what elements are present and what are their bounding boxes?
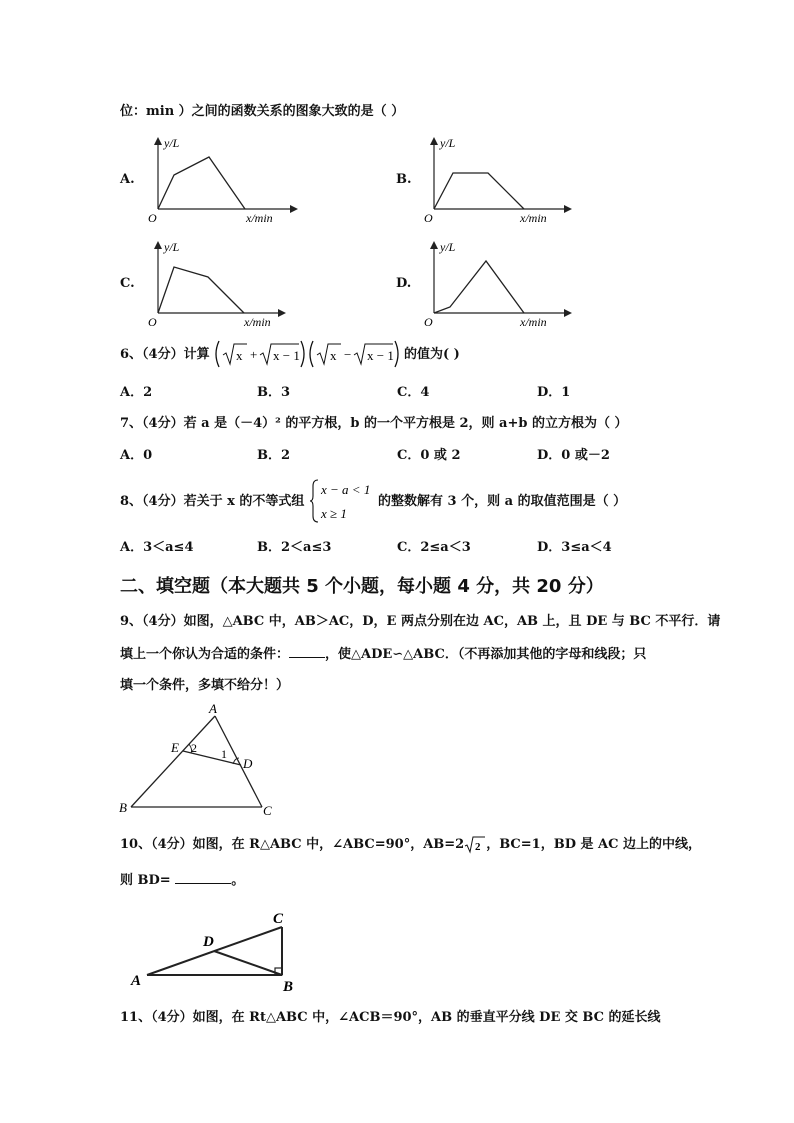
q6-option-d: D．1 xyxy=(537,385,571,400)
section-2-title: 二、填空题（本大题共 5 个小题，每小题 4 分，共 20 分） xyxy=(120,576,604,597)
q8-option-c: C．2≤a＜3 xyxy=(397,540,471,555)
q8-inequality-1: x − a < 1 xyxy=(321,482,371,497)
q6-minus-sign: − xyxy=(344,347,352,362)
q6-x-1: x xyxy=(236,348,243,363)
q10-sqrt-value: 2 xyxy=(475,841,481,853)
q8-suffix: 的整数解有 3 个，则 a 的取值范围是（ ） xyxy=(378,494,627,509)
q5-option-b-label: B. xyxy=(396,172,412,187)
q5-b-origin-label: O xyxy=(424,211,433,225)
q8-inequality-2: x ≥ 1 xyxy=(321,506,347,521)
q6-x-2: x xyxy=(330,348,337,363)
q10-line-1a: 10、（4分）如图，在 R△ABC 中，∠ABC=90°，AB=2 xyxy=(120,837,465,852)
q5-d-x-axis-label: x/min xyxy=(520,315,547,329)
q5-b-x-axis-label: x/min xyxy=(520,211,547,225)
q6-x-minus-1-b: x − 1 xyxy=(367,348,394,363)
q6-expression xyxy=(213,338,403,370)
q10-line-2a: 则 BD= xyxy=(120,873,171,888)
q9-vertex-a: A xyxy=(209,701,217,716)
q5-b-y-axis-label: y/L xyxy=(440,136,456,150)
q5-option-d-label: D. xyxy=(396,276,412,291)
q9-line-1: 9、（4分）如图，△ABC 中，AB＞AC，D，E 两点分别在边 AC，AB 上，且 DE 与 BC 不平行．请 xyxy=(120,614,721,629)
q5-c-y-axis-label: y/L xyxy=(164,240,180,254)
q5-option-a-label: A. xyxy=(120,172,135,187)
q10-answer-blank[interactable] xyxy=(175,883,231,884)
q5-stem-tail: 位：min ）之间的函数关系的图象大致的是（ ） xyxy=(120,104,405,119)
q5-a-origin-label: O xyxy=(148,211,157,225)
q11-stem: 11、（4分）如图，在 Rt△ABC 中，∠ACB＝90°，AB 的垂直平分线 DE 交 BC 的延长线 xyxy=(120,1010,661,1025)
q6-option-c: C．4 xyxy=(397,385,430,400)
q9-line-3: 填一个条件，多填不给分！） xyxy=(120,678,290,693)
q8-option-a: A．3＜a≤4 xyxy=(120,540,194,555)
q9-vertex-b: B xyxy=(119,800,127,815)
q6-option-b: B．3 xyxy=(257,385,291,400)
q9-answer-blank[interactable] xyxy=(289,657,325,658)
q10-point-d: D xyxy=(203,934,214,950)
q5-d-origin-label: O xyxy=(424,315,433,329)
q5-c-x-axis-label: x/min xyxy=(244,315,271,329)
q10-triangle-figure xyxy=(125,905,305,997)
q8-inequality-system xyxy=(310,478,378,524)
q9-vertex-c: C xyxy=(263,803,272,818)
q9-angle-1-label: 1 xyxy=(221,747,227,761)
q10-vertex-c: C xyxy=(273,911,284,927)
q6-plus-sign: + xyxy=(250,347,258,362)
q5-c-origin-label: O xyxy=(148,315,157,329)
q5-a-x-axis-label: x/min xyxy=(246,211,273,225)
q10-vertex-b: B xyxy=(283,979,294,995)
q10-line-2 xyxy=(120,873,244,889)
q9-point-d: D xyxy=(243,756,253,771)
q5-graph-c xyxy=(140,237,300,329)
q9-angle-2-label: 2 xyxy=(191,741,197,755)
q7-option-c: C．0 或 2 xyxy=(397,448,461,463)
q7-option-a: A．0 xyxy=(120,448,153,463)
q8-option-d: D．3≤a＜4 xyxy=(537,540,612,555)
q5-a-y-axis-label: y/L xyxy=(164,136,180,150)
q10-sqrt xyxy=(464,834,486,854)
q7-stem: 7、（4分）若 a 是（－4）² 的平方根，b 的一个平方根是 2，则 a+b 的立方根为（ ） xyxy=(120,416,628,431)
q9-triangle-figure xyxy=(115,700,285,820)
q5-d-y-axis-label: y/L xyxy=(440,240,456,254)
q5-graph-a xyxy=(140,133,300,225)
q6-option-a: A．2 xyxy=(120,385,153,400)
q6-x-minus-1-a: x − 1 xyxy=(273,348,300,363)
q7-option-b: B．2 xyxy=(257,448,291,463)
q6-suffix: 的值为( ) xyxy=(404,347,460,362)
q10-vertex-a: A xyxy=(131,973,142,989)
q9-line-2b: ，使△ADE∽△ABC．（不再添加其他的字母和线段；只 xyxy=(325,647,647,662)
q8-option-b: B．2＜a≤3 xyxy=(257,540,332,555)
q5-graph-b xyxy=(416,133,576,225)
q7-option-d: D．0 或－2 xyxy=(537,448,610,463)
q9-line-2 xyxy=(120,647,646,663)
q9-line-2a: 填上一个你认为合适的条件： xyxy=(120,647,290,662)
q8-prefix: 8、（4分）若关于 x 的不等式组 xyxy=(120,494,305,509)
q9-point-e: E xyxy=(171,740,179,755)
q10-line-2b: 。 xyxy=(231,873,245,888)
q5-option-c-label: C. xyxy=(120,276,135,291)
q6-prefix: 6、（4分）计算 xyxy=(120,347,210,362)
q10-line-1b: ，BC=1，BD 是 AC 边上的中线， xyxy=(486,837,701,852)
q5-graph-d xyxy=(416,237,576,329)
q10-line-1 xyxy=(120,834,701,854)
